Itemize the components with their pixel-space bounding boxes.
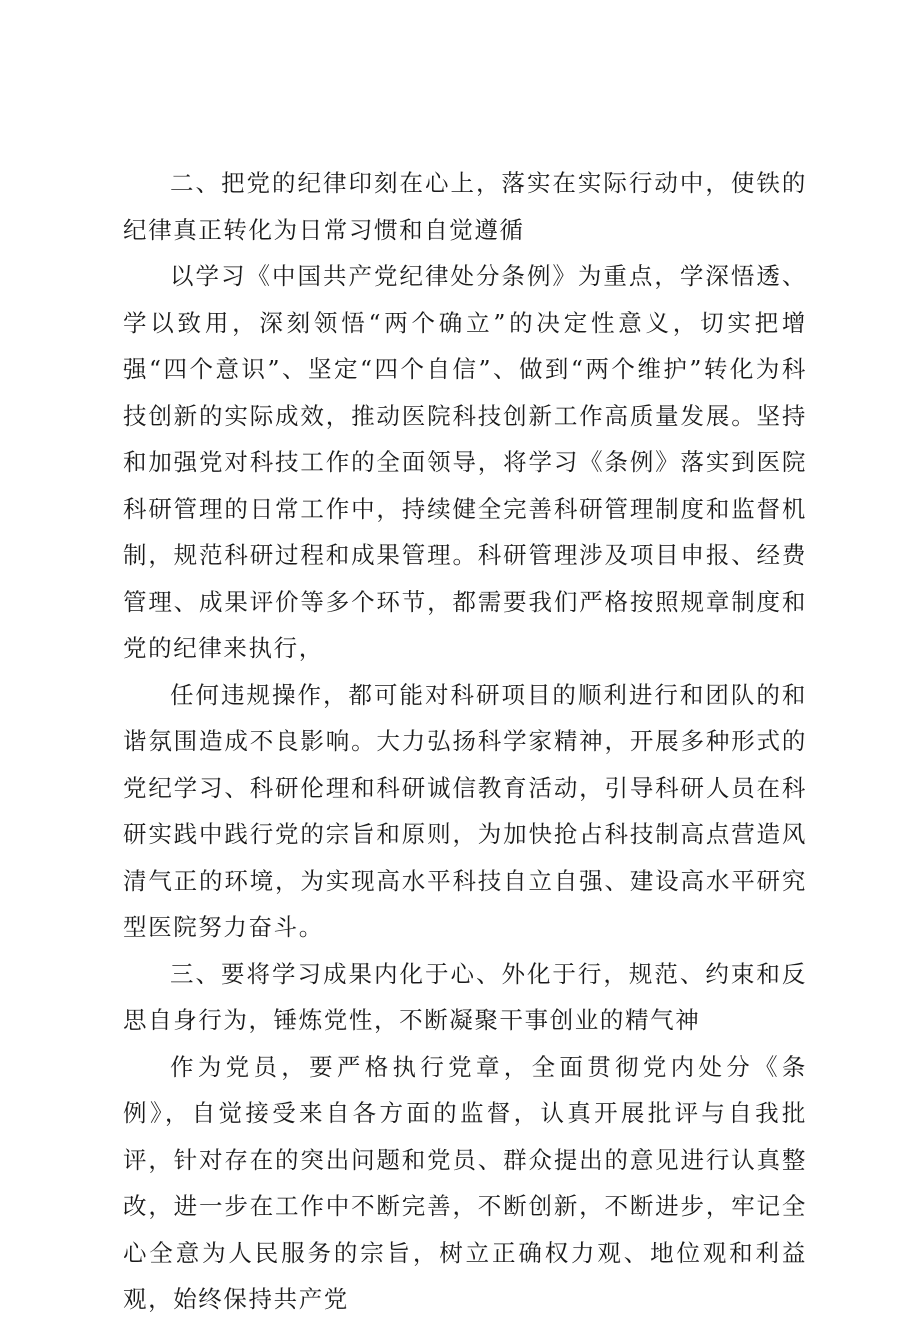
section-heading-2: 二、把党的纪律印刻在心上，落实在实际行动中，使铁的纪律真正转化为日常习惯和自觉遵循 xyxy=(123,169,807,244)
document-body xyxy=(123,160,807,1323)
body-paragraph: 作为党员，要严格执行党章，全面贯彻党内处分《条例》，自觉接受来自各方面的监督，认真开展批评与自我批评，针对存在的突出问题和党员、群众提出的意见进行认真整改，进一步在工作中不断完善，不断创新，不断进步，牢记全心全意为人民服务的宗旨，树立正确权力观、地位观和利益观，始终保持共产党 xyxy=(123,1052,807,1313)
section-heading-3: 三、要将学习成果内化于心、外化于行，规范、约束和反思自身行为，锤炼党性，不断凝聚干事创业的精气神 xyxy=(123,959,807,1034)
body-paragraph: 以学习《中国共产党纪律处分条例》为重点，学深悟透、学以致用，深刻领悟“两个确立”的决定性意义，切实把增强“四个意识”、坚定“四个自信”、做到“两个维护”转化为科技创新的实际成效，推动医院科技创新工作高质量发展。坚持和加强党对科技工作的全面领导，将学习《条例》落实到医院科研管理的日常工作中，持续健全完善科研管理制度和监督机制，规范科研过程和成果管理。科研管理涉及项目申报、经费管理、成果评价等多个环节，都需要我们严格按照规章制度和党的纪律来执行， xyxy=(123,262,807,662)
body-paragraph: 任何违规操作，都可能对科研项目的顺利进行和团队的和谐氛围造成不良影响。大力弘扬科学家精神，开展多种形式的党纪学习、科研伦理和科研诚信教育活动，引导科研人员在科研实践中践行党的宗旨和原则，为加快抢占科技制高点营造风清气正的环境，为实现高水平科技自立自强、建设高水平研究型医院努力奋斗。 xyxy=(123,680,807,941)
